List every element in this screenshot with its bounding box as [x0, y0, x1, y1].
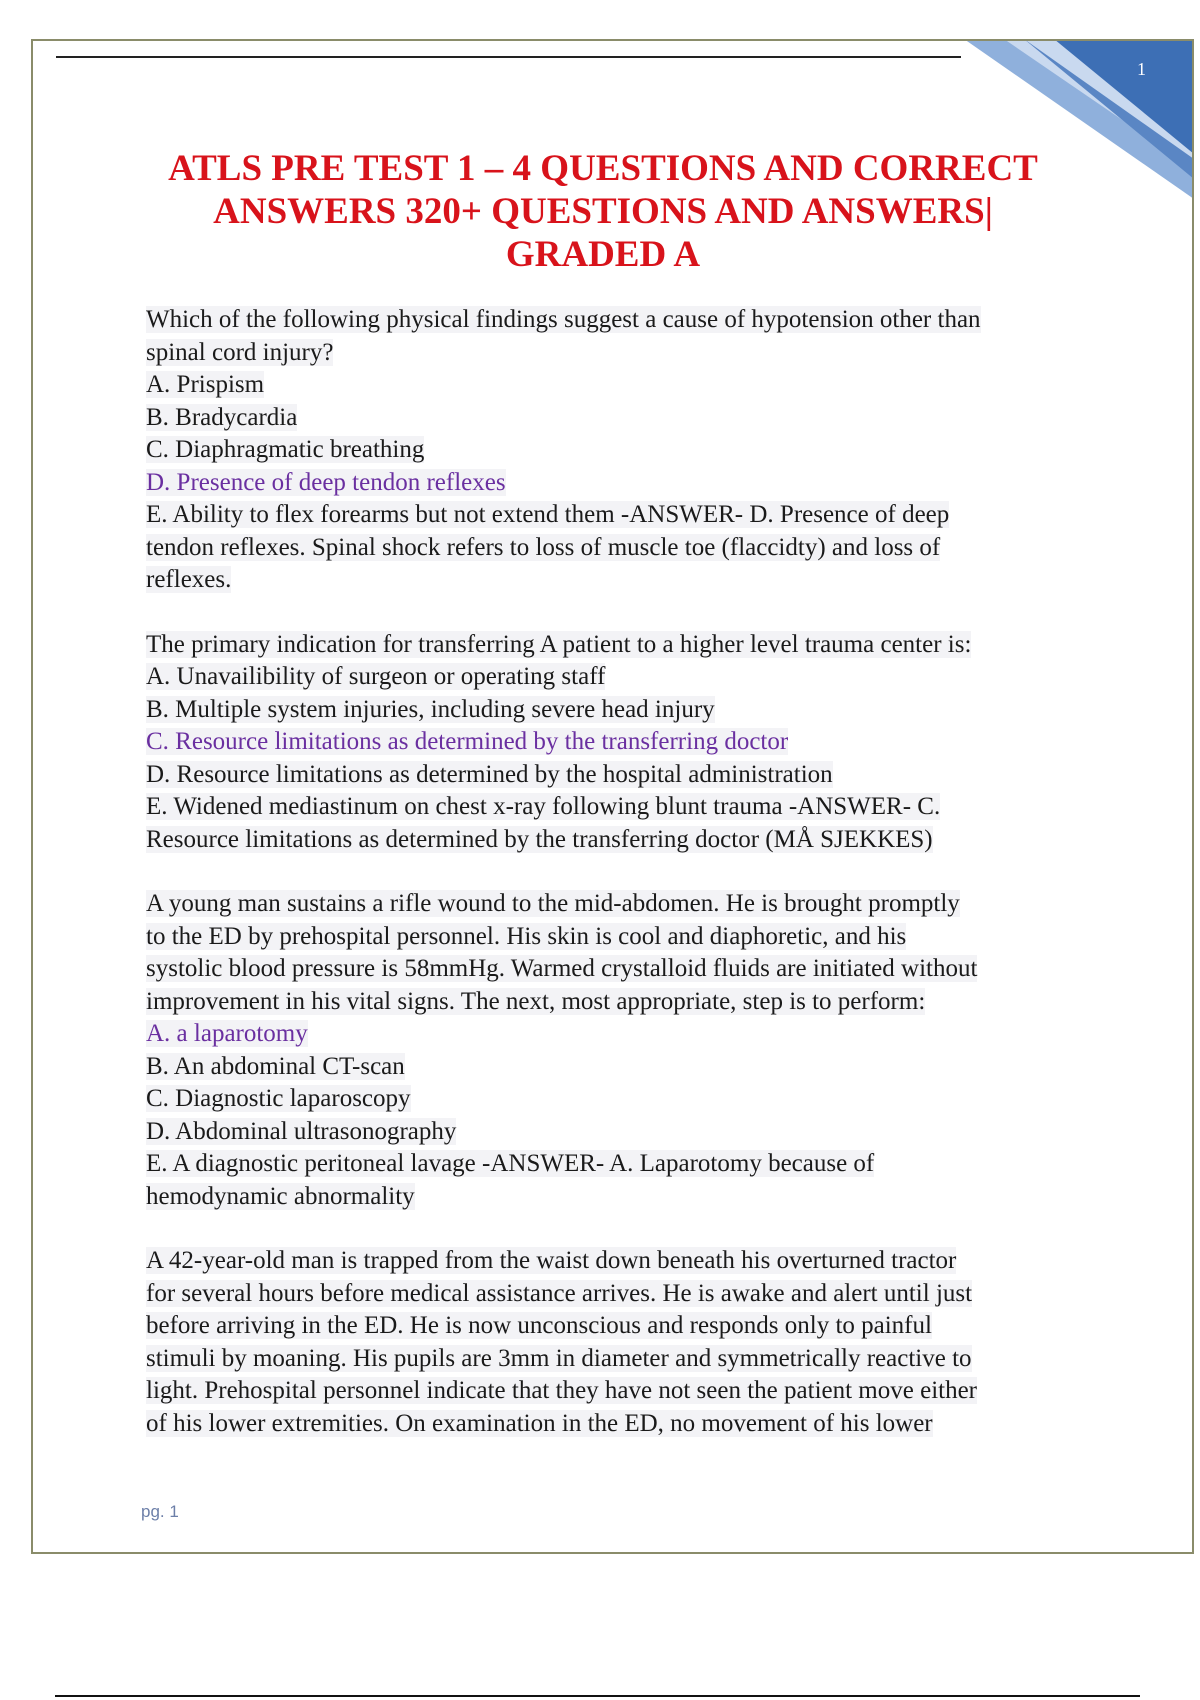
option-line: D. Abdominal ultrasonography [146, 1117, 457, 1145]
option-line: E. Widened mediastinum on chest x-ray following blunt trauma -ANSWER- C. [146, 793, 941, 820]
question-block-4 [146, 1245, 1146, 1440]
question-text-line: A young man sustains a rifle wound to the mid-abdomen. He is brought promptly [146, 890, 960, 917]
question-text-line: The primary indication for transferring A patient to a higher level trauma center is: [146, 630, 972, 658]
title-line: ANSWERS 320+ QUESTIONS AND ANSWERS| [213, 191, 993, 232]
option-line: B. Multiple system injuries, including severe head injury [146, 695, 715, 723]
title-line: ATLS PRE TEST 1 – 4 QUESTIONS AND CORRECT [168, 148, 1038, 189]
question-text-line: before arriving in the ED. He is now unconscious and responds only to painful [146, 1312, 932, 1339]
question-text-line: Which of the following physical findings suggest a cause of hypotension other than [146, 306, 981, 333]
question-block-2 [146, 629, 1146, 857]
document-page [31, 39, 1194, 1554]
question-block-3 [146, 888, 1146, 1213]
option-line: A. Unavailibility of surgeon or operating staff [146, 663, 606, 690]
question-text-line: improvement in his vital signs. The next, most appropriate, step is to perform: [146, 987, 926, 1015]
option-line: D. Resource limitations as determined by the hospital administration [146, 760, 833, 788]
question-text-line: stimuli by moaning. His pupils are 3mm in diameter and symmetrically reactive to [146, 1344, 972, 1372]
question-text-line: A 42-year-old man is trapped from the waist down beneath his overturned tractor [146, 1247, 957, 1274]
header-rule [56, 56, 961, 58]
option-line: A. Prispism [146, 371, 265, 398]
option-line: C. Diaphragmatic breathing [146, 436, 425, 463]
question-text-line: light. Prehospital personnel indicate that they have not seen the patient move either [146, 1377, 978, 1404]
option-line: E. Ability to flex forearms but not extend them -ANSWER- D. Presence of deep [146, 501, 950, 528]
option-line: B. Bradycardia [146, 403, 298, 431]
question-text-line: systolic blood pressure is 58mmHg. Warmed crystalloid fluids are initiated without [146, 955, 978, 982]
question-text-line: to the ED by prehospital personnel. His skin is cool and diaphoretic, and his [146, 922, 907, 950]
page-footer: pg. 1 [141, 1502, 179, 1521]
highlighted-answer-option: D. Presence of deep tendon reflexes [146, 468, 506, 496]
option-line: C. Diagnostic laparoscopy [146, 1085, 411, 1112]
question-block-1 [146, 304, 1146, 597]
question-text-line: for several hours before medical assistance arrives. He is awake and alert until just [146, 1279, 973, 1307]
explanation-line: Resource limitations as determined by the transferring doctor (MÅ SJEKKES) [146, 825, 933, 853]
document-title [123, 147, 1083, 276]
explanation-line: hemodynamic abnormality [146, 1182, 415, 1210]
next-page-rule [55, 1695, 1140, 1697]
option-line: B. An abdominal CT-scan [146, 1052, 405, 1080]
question-text-line: spinal cord injury? [146, 338, 334, 366]
highlighted-answer-option: C. Resource limitations as determined by the transferring doctor [146, 728, 789, 755]
option-line: E. A diagnostic peritoneal lavage -ANSWER- A. Laparotomy because of [146, 1150, 875, 1177]
explanation-line: tendon reflexes. Spinal shock refers to loss of muscle toe (flaccidty) and loss of [146, 533, 941, 561]
highlighted-answer-option: A. a laparotomy [146, 1020, 308, 1047]
page-number: 1 [1137, 59, 1146, 79]
questions-content [146, 304, 1146, 1472]
title-line: GRADED A [505, 234, 701, 275]
question-text-line: of his lower extremities. On examination in the ED, no movement of his lower [146, 1409, 933, 1437]
explanation-line: reflexes. [146, 566, 232, 593]
